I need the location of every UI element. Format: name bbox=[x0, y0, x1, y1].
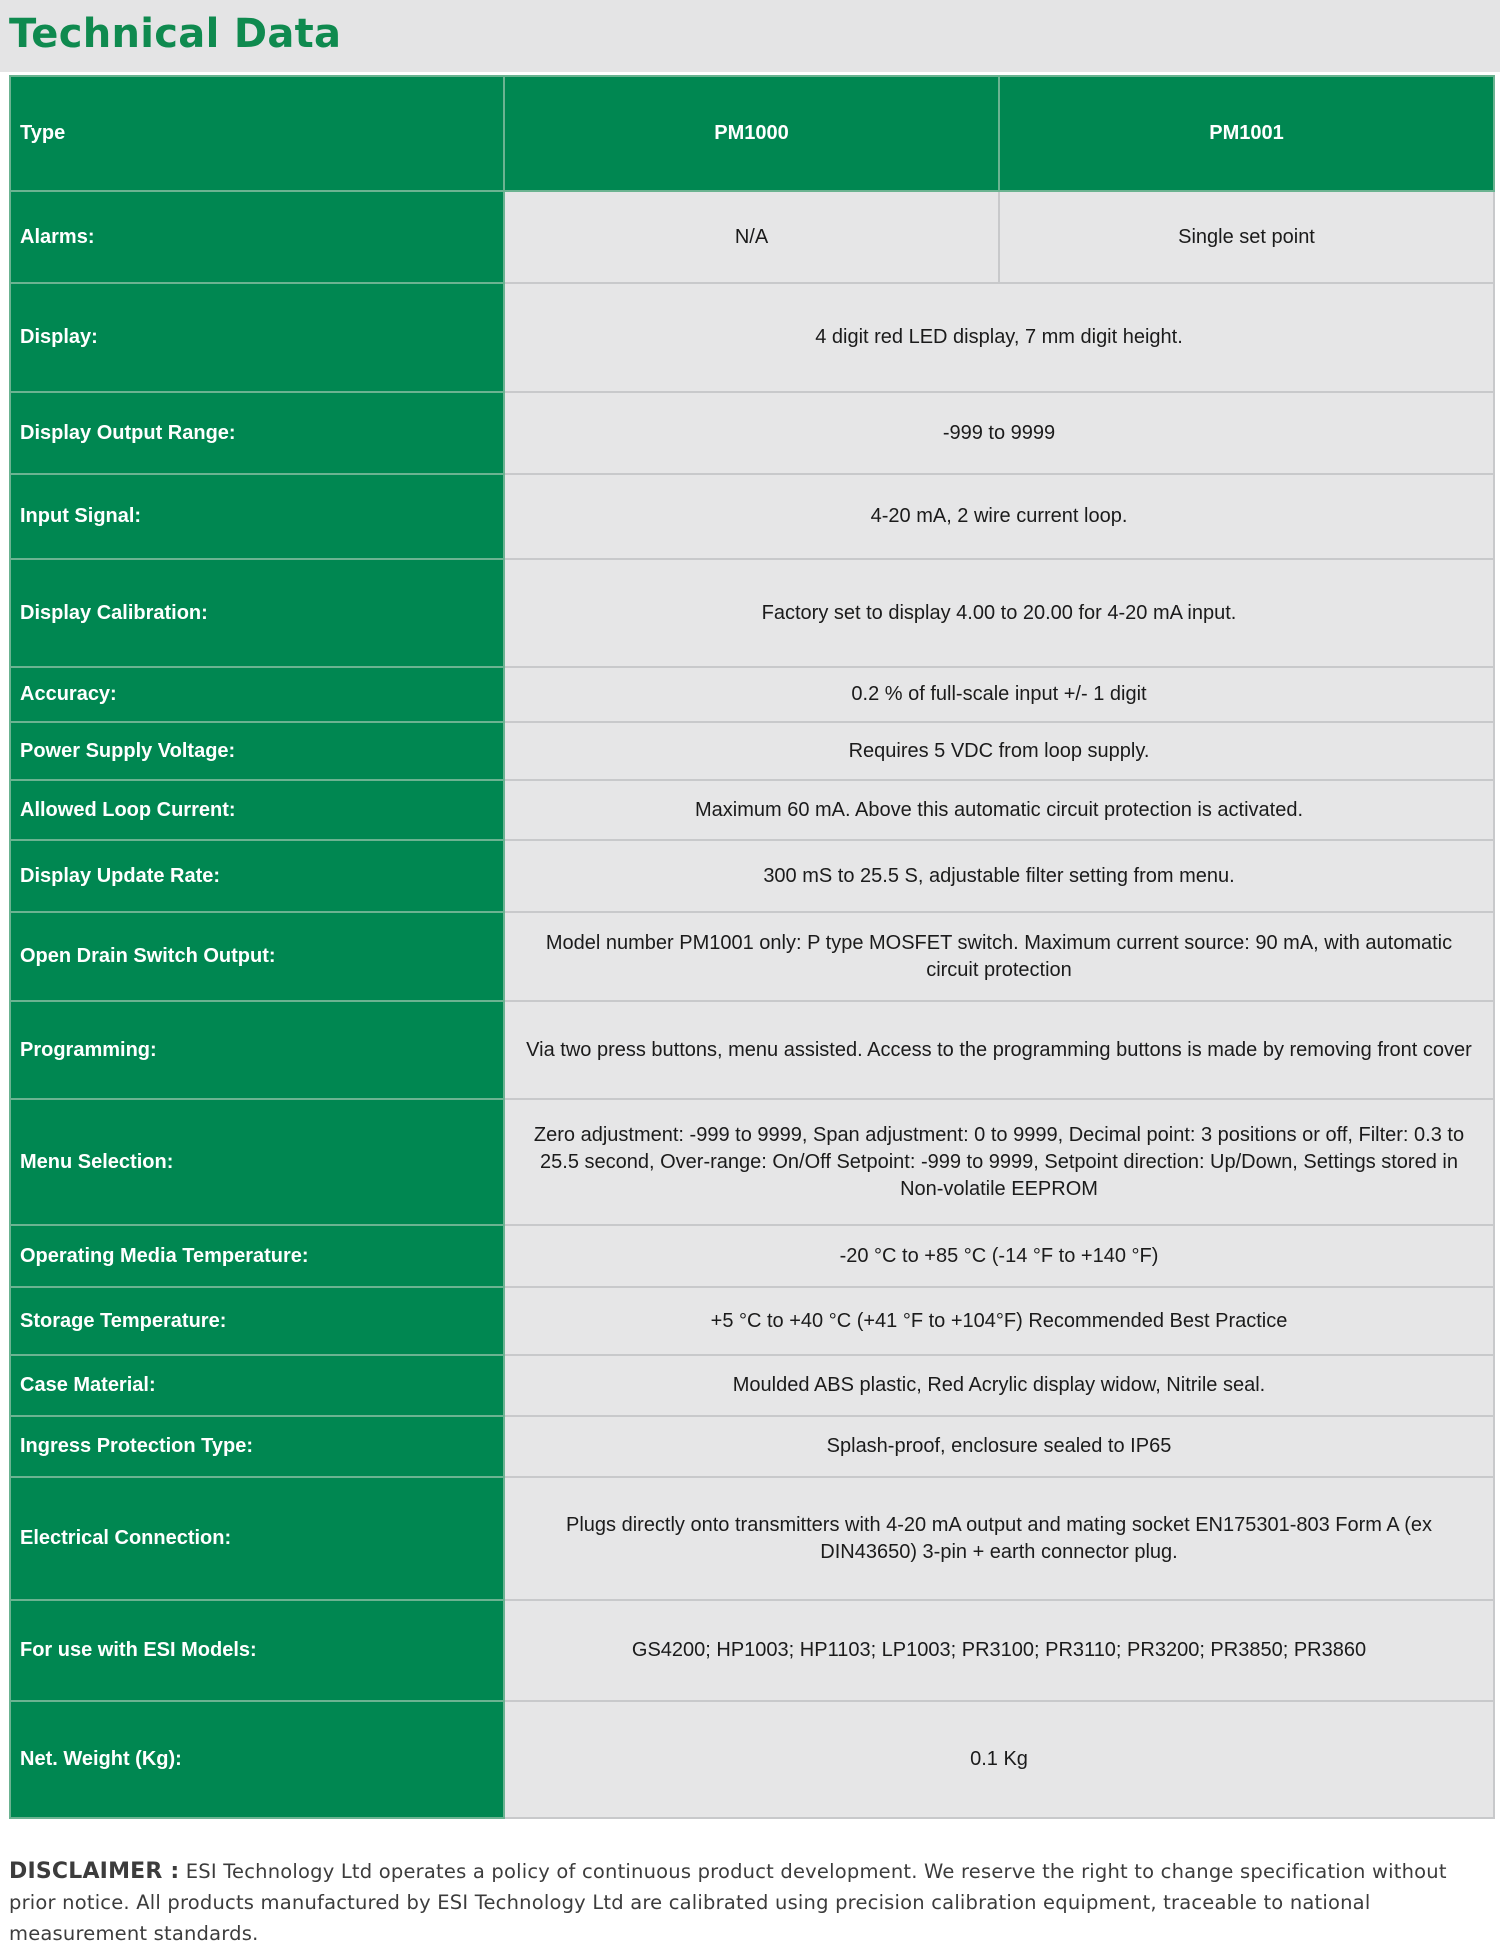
row-value: Requires 5 VDC from loop supply. bbox=[504, 722, 1494, 780]
table-row bbox=[10, 667, 1494, 722]
page-title: Technical Data bbox=[9, 11, 342, 57]
row-label: Programming: bbox=[10, 1001, 504, 1099]
row-label: Display Calibration: bbox=[10, 559, 504, 667]
table-row bbox=[10, 1416, 1494, 1477]
disclaimer-text: ESI Technology Ltd operates a policy of continuous product development. We reserve the right to change specification without prior notice. All products manufactured by ESI Technology Ltd are calibrated using precision calibration equipment, traceable to national measurement standards. bbox=[9, 1860, 1447, 1945]
row-label: Allowed Loop Current: bbox=[10, 780, 504, 840]
table-row bbox=[10, 722, 1494, 780]
row-value: Moulded ABS plastic, Red Acrylic display widow, Nitrile seal. bbox=[504, 1355, 1494, 1416]
table-row bbox=[10, 283, 1494, 392]
row-value: 4-20 mA, 2 wire current loop. bbox=[504, 474, 1494, 559]
row-label: Electrical Connection: bbox=[10, 1477, 504, 1600]
table-row bbox=[10, 559, 1494, 667]
table-row bbox=[10, 1225, 1494, 1287]
row-label: Power Supply Voltage: bbox=[10, 722, 504, 780]
table-row bbox=[10, 392, 1494, 474]
row-label: Open Drain Switch Output: bbox=[10, 912, 504, 1001]
table-row bbox=[10, 780, 1494, 840]
table-row bbox=[10, 1477, 1494, 1600]
title-bar bbox=[0, 0, 1500, 72]
table-row bbox=[10, 474, 1494, 559]
model-pm1000-header: PM1000 bbox=[504, 76, 999, 191]
disclaimer-label: DISCLAIMER : bbox=[9, 1859, 180, 1884]
table-row bbox=[10, 912, 1494, 1001]
table-header-row bbox=[10, 76, 1494, 191]
row-value: 0.2 % of full-scale input +/- 1 digit bbox=[504, 667, 1494, 722]
row-label: Ingress Protection Type: bbox=[10, 1416, 504, 1477]
row-value: Via two press buttons, menu assisted. Access to the programming buttons is made by removing front cover bbox=[504, 1001, 1494, 1099]
table-row bbox=[10, 1287, 1494, 1355]
row-value: Splash-proof, enclosure sealed to IP65 bbox=[504, 1416, 1494, 1477]
row-value: Zero adjustment: -999 to 9999, Span adjustment: 0 to 9999, Decimal point: 3 positions or off, Filter: 0.3 to 25.5 second, Over-range: On/Off Setpoint: -999 to 9999, Setpoint direction: Up/Down, Settings stored in Non-volatile EEPROM bbox=[504, 1099, 1494, 1225]
row-label: Accuracy: bbox=[10, 667, 504, 722]
disclaimer bbox=[9, 1856, 1449, 1949]
row-label: Display: bbox=[10, 283, 504, 392]
row-value: -999 to 9999 bbox=[504, 392, 1494, 474]
table-row bbox=[10, 1600, 1494, 1701]
table-row bbox=[10, 191, 1494, 283]
row-label: Display Update Rate: bbox=[10, 840, 504, 912]
row-label: Case Material: bbox=[10, 1355, 504, 1416]
alarms-pm1000-value: N/A bbox=[504, 191, 999, 283]
alarms-pm1001-value: Single set point bbox=[999, 191, 1494, 283]
row-value: +5 °C to +40 °C (+41 °F to +104°F) Recommended Best Practice bbox=[504, 1287, 1494, 1355]
row-value: Maximum 60 mA. Above this automatic circuit protection is activated. bbox=[504, 780, 1494, 840]
row-label: Menu Selection: bbox=[10, 1099, 504, 1225]
table-row bbox=[10, 1701, 1494, 1818]
table-row bbox=[10, 1001, 1494, 1099]
row-label: Alarms: bbox=[10, 191, 504, 283]
row-value: 4 digit red LED display, 7 mm digit height. bbox=[504, 283, 1494, 392]
row-value: Plugs directly onto transmitters with 4-20 mA output and mating socket EN175301-803 Form A (ex DIN43650) 3-pin + earth connector plug. bbox=[504, 1477, 1494, 1600]
row-value: Factory set to display 4.00 to 20.00 for 4-20 mA input. bbox=[504, 559, 1494, 667]
row-value: -20 °C to +85 °C (-14 °F to +140 °F) bbox=[504, 1225, 1494, 1287]
model-pm1001-header: PM1001 bbox=[999, 76, 1494, 191]
type-label: Type bbox=[10, 76, 504, 191]
row-label: For use with ESI Models: bbox=[10, 1600, 504, 1701]
row-label: Net. Weight (Kg): bbox=[10, 1701, 504, 1818]
row-value: Model number PM1001 only: P type MOSFET switch. Maximum current source: 90 mA, with automatic circuit protection bbox=[504, 912, 1494, 1001]
technical-data-table bbox=[9, 75, 1495, 1819]
row-value: GS4200; HP1003; HP1103; LP1003; PR3100; PR3110; PR3200; PR3850; PR3860 bbox=[504, 1600, 1494, 1701]
row-label: Operating Media Temperature: bbox=[10, 1225, 504, 1287]
row-value: 300 mS to 25.5 S, adjustable filter setting from menu. bbox=[504, 840, 1494, 912]
row-label: Input Signal: bbox=[10, 474, 504, 559]
row-value: 0.1 Kg bbox=[504, 1701, 1494, 1818]
table-row bbox=[10, 1099, 1494, 1225]
row-label: Display Output Range: bbox=[10, 392, 504, 474]
table-row bbox=[10, 840, 1494, 912]
row-label: Storage Temperature: bbox=[10, 1287, 504, 1355]
table-row bbox=[10, 1355, 1494, 1416]
